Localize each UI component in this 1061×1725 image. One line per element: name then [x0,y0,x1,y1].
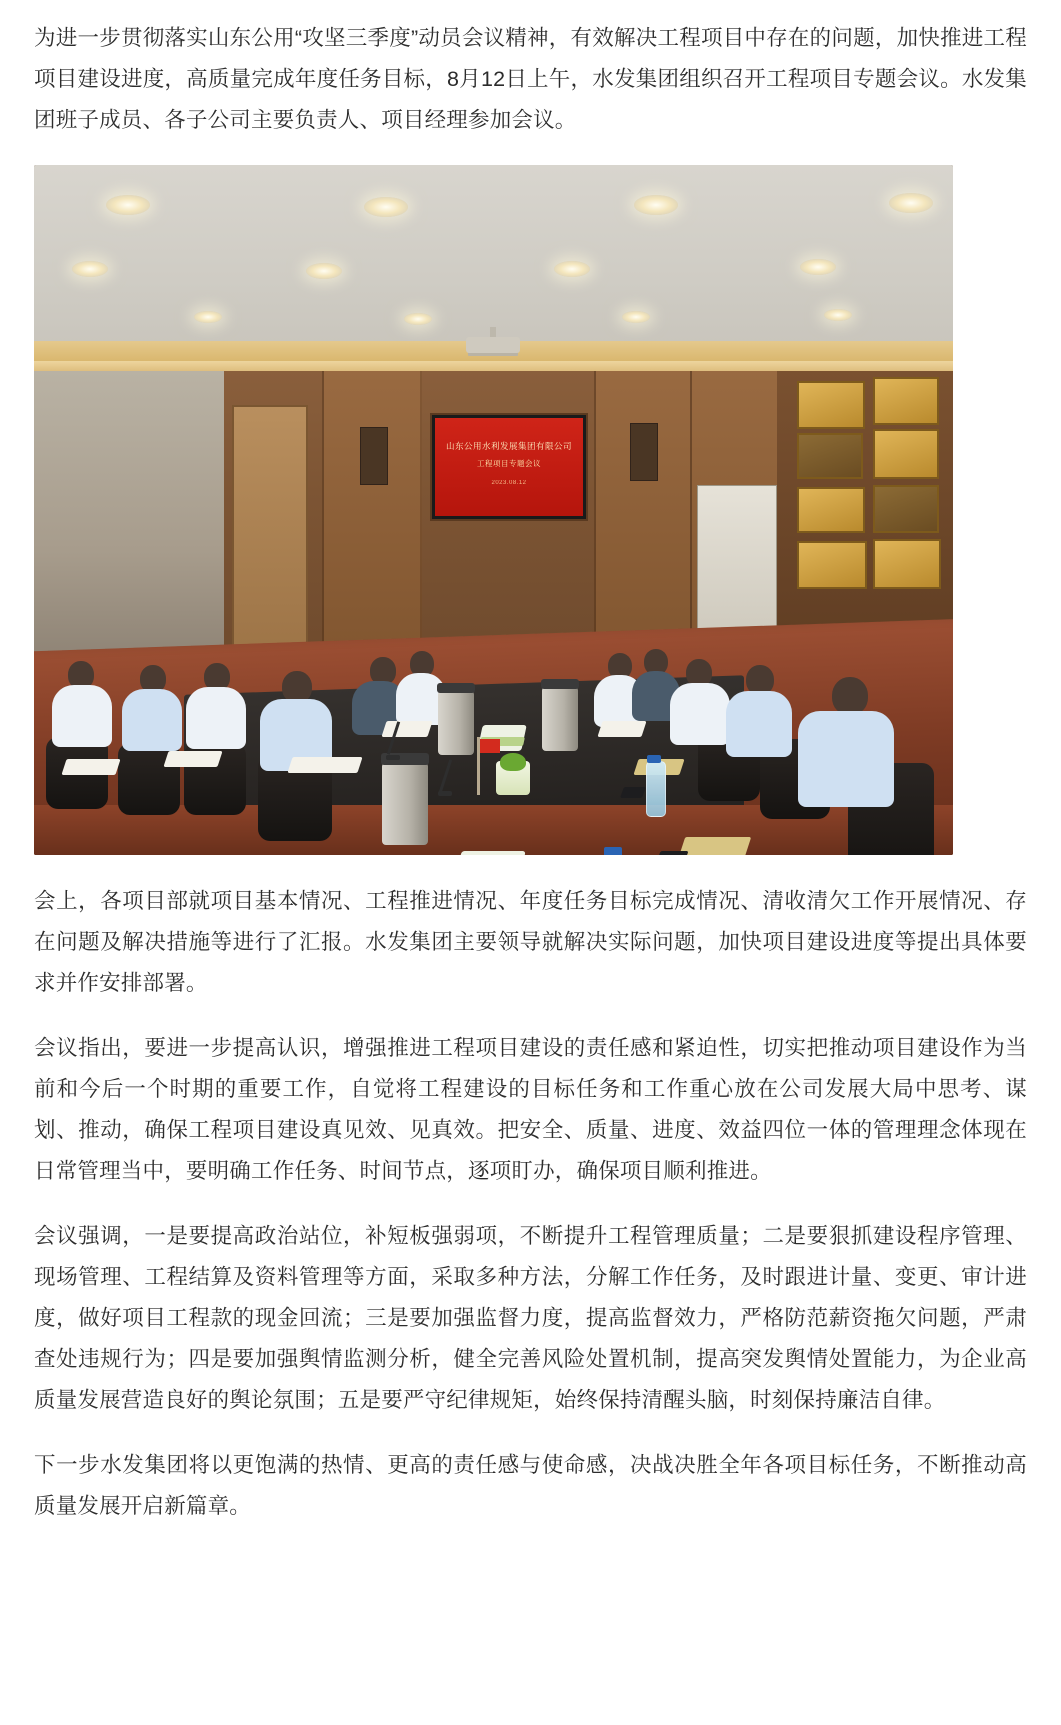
ceiling-downlight [622,311,650,323]
screen-title-line1: 山东公用水利发展集团有限公司 [445,441,572,451]
document-paper [61,759,120,775]
attendee-body [122,689,182,751]
vacuum-flask [438,689,474,755]
document-paper [163,751,222,767]
paragraph-4: 会议强调，一是要提高政治站位，补短板强弱项，不断提升工程管理质量；二是要狠抓建设程序管理、现场管理、工程结算及资料管理等方面，采取多种方法，分解工作任务，及时跟进计量、变更、审计进度，做好项目工程款的现金回流；三是要加强监督力度，提高监督效力，严格防范薪资拖欠问题，严肃查处违规行为；四是要加强舆情监测分析，健全完善风险处置机制，提高突发舆情处置能力，为企业高质量发展营造良好的舆论氛围；五是要严守纪律规矩，始终保持清醒头脑，时刻保持廉洁自律。 [34,1224,1027,1412]
bottle-cap [647,755,661,763]
attendee-head [832,677,868,715]
vacuum-flask [542,685,578,751]
meeting-photo [34,165,953,855]
wall-speaker-left [360,427,388,485]
attendee-body [670,683,730,745]
ceiling-downlight [72,261,108,277]
document-folder [679,837,751,855]
attendee-body [52,685,112,747]
projector [466,337,520,353]
ceiling-downlight [554,261,590,277]
ceiling-downlight [194,311,222,323]
vacuum-flask [382,761,428,845]
award-plaque [873,485,939,533]
ceiling-downlight [306,263,342,279]
ceiling-downlight [106,195,150,215]
document-paper [597,721,646,737]
attendee-body [186,687,246,749]
award-plaque [873,539,941,589]
ceiling-downlight [889,193,933,213]
paragraph-3: 会议指出，要进一步提高认识，增强推进工程项目建设的责任感和紧迫性，切实把推动项目建设作为当前和今后一个时期的重要工作，自觉将工程建设的目标任务和工作重心放在公司发展大局中思考、谋划、推动，确保工程项目建设真见效、见真效。把安全、质量、进度、效益四位一体的管理理念体现在日常管理当中，要明确工作任务、时间节点，逐项盯办，确保项目顺利推进。 [34,1036,1027,1183]
award-plaque [873,377,939,425]
presentation-screen [432,415,586,519]
ceiling-downlight [364,197,408,217]
tissue-box [454,851,525,855]
ceiling-downlight [404,313,432,325]
paragraph-1: 为进一步贯彻落实山东公用“攻坚三季度”动员会议精神，有效解决工程项目中存在的问题，加快推进工程项目建设进度，高质量完成年度任务目标，8月12日上午，水发集团组织召开工程项目专题会议。水发集团班子成员、各子公司主要负责人、项目经理参加会议。 [34,26,1027,132]
table-microphone-base [438,791,452,796]
award-plaque [797,433,863,479]
ceiling-downlight [824,309,852,321]
water-bottle [646,761,666,817]
wall-speaker-right [630,423,658,481]
wall-panel [322,371,422,671]
ceiling-downlight [634,195,678,215]
award-plaque [797,541,867,589]
table-microphone-base [386,755,400,760]
vacuum-flask-cap [541,679,579,689]
door [232,405,308,674]
award-plaque [797,381,865,429]
document-paper [287,757,362,773]
document-paper [381,721,432,737]
meeting-photo-figure [34,165,953,855]
vacuum-flask-cap [437,683,475,693]
mobile-phone [620,787,646,798]
paragraph-5: 下一步水发集团将以更饱满的热情、更高的责任感与使命感，决战决胜全年各项目标任务，不断推动高质量发展开启新篇章。 [34,1453,1027,1518]
mobile-phone [655,851,688,855]
screen-title-line2: 工程项目专题会议 [477,459,541,468]
left-wall [34,371,224,671]
plant-leaf [500,753,526,771]
desk-flag [480,739,500,753]
award-plaque [797,487,865,533]
bottle-cap [604,847,622,855]
paragraph-2: 会上，各项目部就项目基本情况、工程推进情况、年度任务目标完成情况、清收清欠工作开展情况、存在问题及解决措施等进行了汇报。水发集团主要领导就解决实际问题，加快项目建设进度等提出具体要求并作安排部署。 [34,889,1027,995]
ceiling-downlight [800,259,836,275]
screen-date: 2023.08.12 [491,480,527,486]
wall-panel [594,371,694,671]
attendee-body [726,691,792,757]
attendee-body [798,711,894,807]
award-plaque [873,429,939,479]
